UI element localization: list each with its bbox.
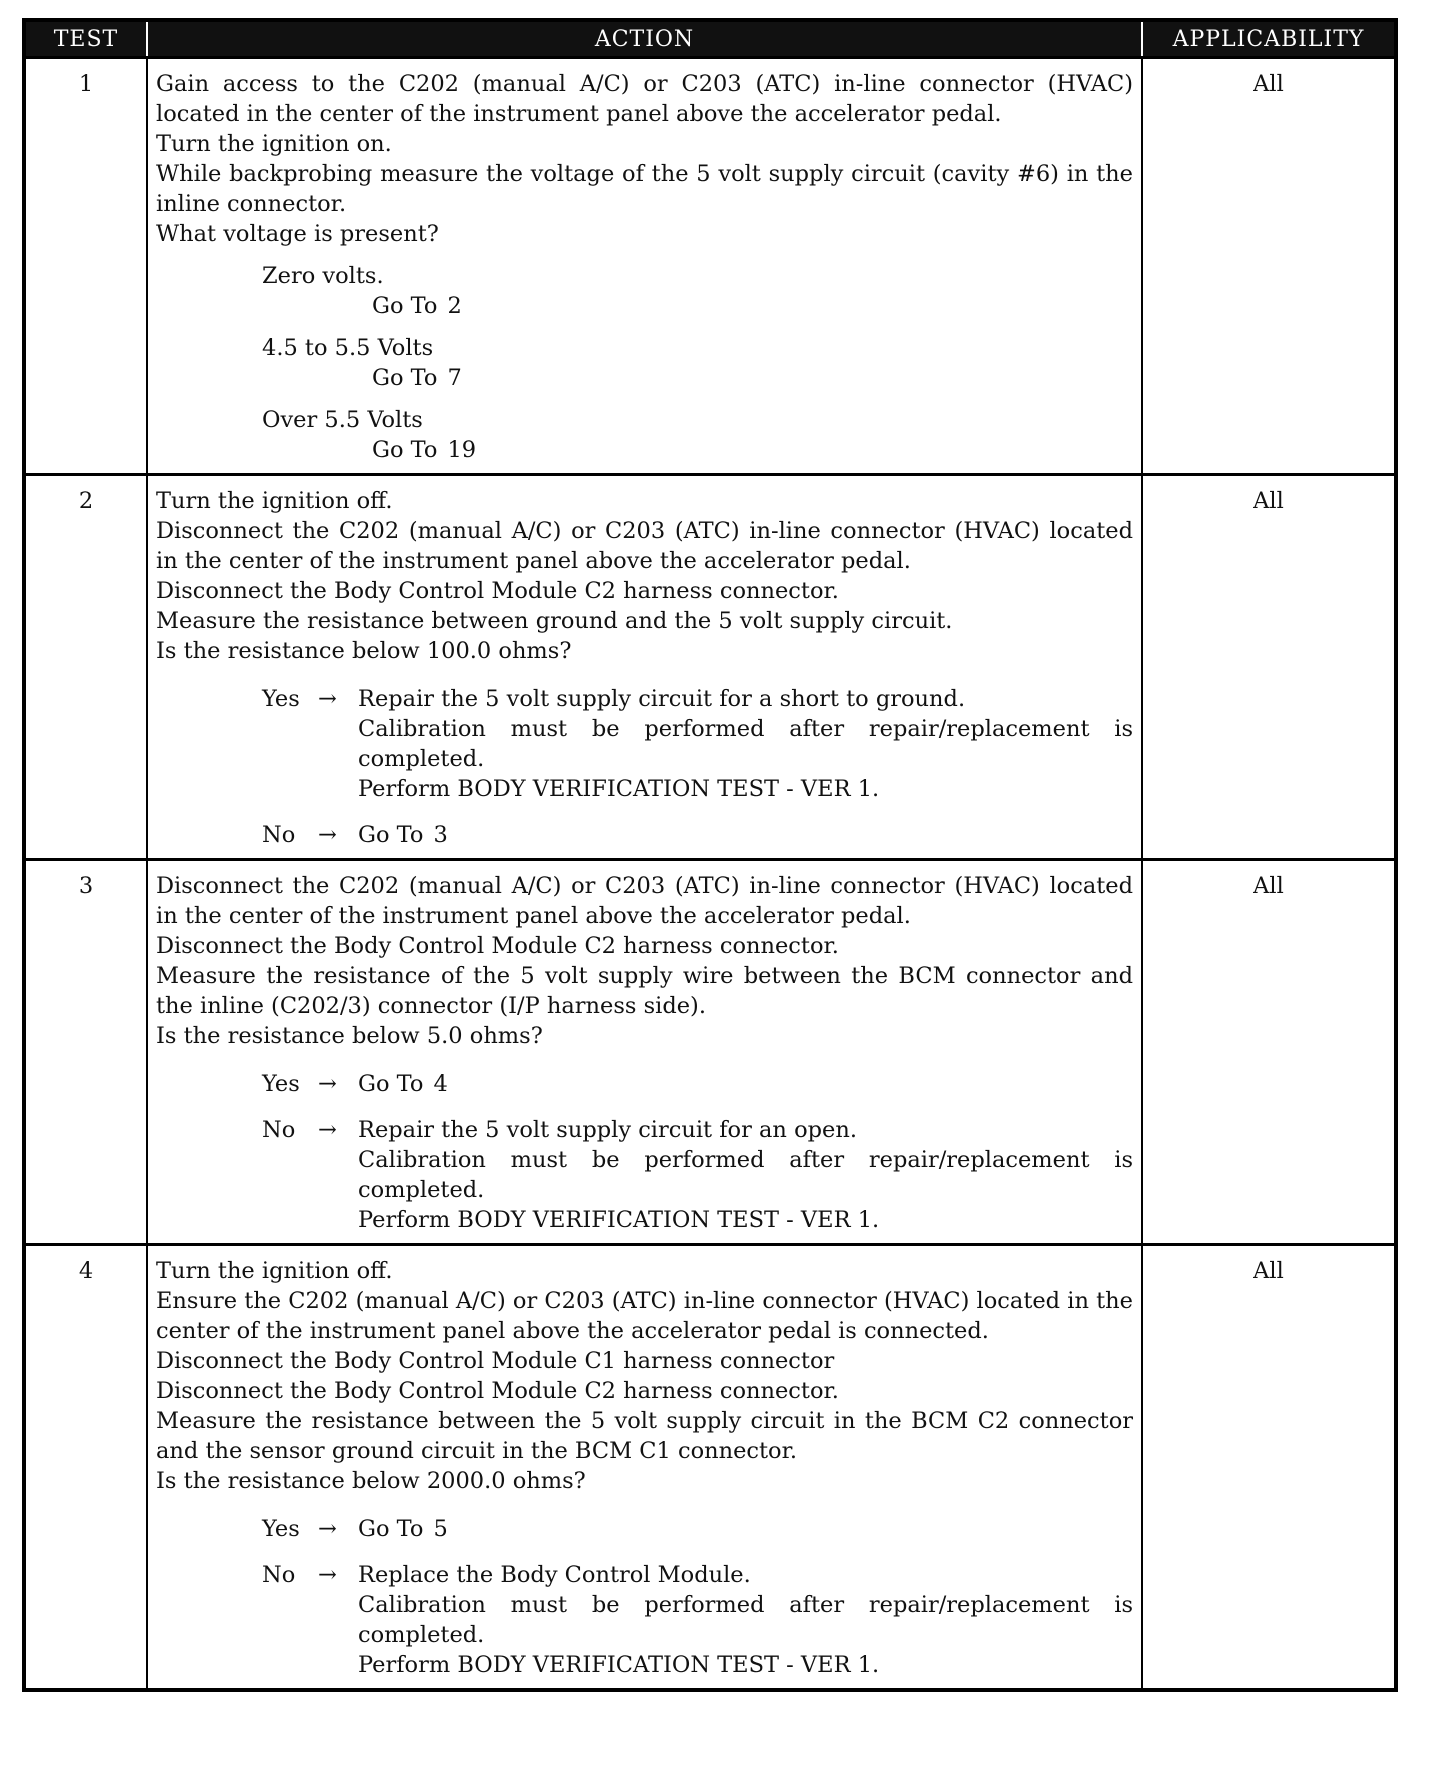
test-number: 4: [24, 1245, 147, 1691]
branch-yes: [262, 1514, 1133, 1544]
branch-label: Yes: [262, 1516, 300, 1542]
action-line: Is the resistance below 100.0 ohms?: [156, 638, 572, 664]
goto-test-number: 3: [433, 822, 448, 848]
branch-yes: [262, 1069, 1133, 1099]
branch-no: [262, 1115, 1133, 1235]
branch-line: Calibration must be performed after repair/replacement is completed.: [358, 1592, 1133, 1648]
arrow-icon: →: [318, 1562, 337, 1588]
arrow-icon: →: [318, 1071, 337, 1097]
branch-body: [358, 684, 1133, 804]
goto-reference: [358, 820, 1133, 850]
branch-line: Calibration must be performed after repair/replacement is completed.: [358, 1147, 1133, 1203]
branch-body: [358, 1560, 1133, 1680]
result-option: [262, 405, 1133, 465]
action-line: Measure the resistance between ground and the 5 volt supply circuit.: [156, 608, 953, 634]
action-cell: [147, 1245, 1142, 1691]
action-line: Measure the resistance between the 5 volt supply circuit in the BCM C2 connector and the sensor ground circuit in the BCM C1 connector.: [156, 1408, 1133, 1464]
applicability-value: All: [1142, 1245, 1396, 1691]
table-header-row: [24, 20, 1396, 58]
branch-line: Calibration must be performed after repair/replacement is completed.: [358, 716, 1133, 772]
goto-text: Go To: [372, 365, 438, 391]
header-test: TEST: [24, 20, 147, 58]
branch-label: No: [262, 1117, 296, 1143]
goto-text: Go To: [372, 437, 438, 463]
action-line: Disconnect the Body Control Module C2 harness connector.: [156, 578, 839, 604]
branch-body: [358, 1115, 1133, 1235]
branch-line: Perform BODY VERIFICATION TEST - VER 1.: [358, 1652, 880, 1678]
goto-test-number: 7: [447, 365, 462, 391]
table-row: [24, 58, 1396, 475]
goto-reference: [372, 291, 1133, 321]
result-option: [262, 261, 1133, 321]
action-line: Gain access to the C202 (manual A/C) or C203 (ATC) in-line connector (HVAC) located in the center of the instrument panel above the accelerator pedal.: [156, 71, 1133, 127]
test-number: 3: [24, 860, 147, 1245]
action-line: Disconnect the Body Control Module C2 harness connector.: [156, 933, 839, 959]
action-line: Disconnect the C202 (manual A/C) or C203 (ATC) in-line connector (HVAC) located in the center of the instrument panel above the accelerator pedal.: [156, 518, 1133, 574]
arrow-icon: →: [318, 1117, 337, 1143]
goto-test-number: 2: [447, 293, 462, 319]
option-label: Zero volts.: [262, 263, 384, 289]
header-applicability: APPLICABILITY: [1142, 20, 1396, 58]
branch-line: Repair the 5 volt supply circuit for a short to ground.: [358, 686, 966, 712]
result-option: [262, 333, 1133, 393]
action-line: Is the resistance below 2000.0 ohms?: [156, 1468, 586, 1494]
action-cell: [147, 860, 1142, 1245]
action-line: Turn the ignition on.: [156, 131, 392, 157]
goto-reference: [372, 435, 1133, 465]
applicability-value: All: [1142, 860, 1396, 1245]
goto-text: Go To: [358, 1071, 424, 1097]
goto-test-number: 5: [433, 1516, 448, 1542]
diagnostic-test-table: [22, 18, 1398, 1692]
action-cell: [147, 475, 1142, 860]
goto-text: Go To: [358, 822, 424, 848]
goto-reference: [358, 1069, 1133, 1099]
applicability-value: All: [1142, 475, 1396, 860]
branch-no: [262, 820, 1133, 850]
action-cell: [147, 58, 1142, 475]
branch-yes: [262, 684, 1133, 804]
action-line: Measure the resistance of the 5 volt supply wire between the BCM connector and the inline (C202/3) connector (I/P harness side).: [156, 963, 1133, 1019]
option-label: 4.5 to 5.5 Volts: [262, 335, 434, 361]
branch-label: No: [262, 822, 296, 848]
action-line: Disconnect the Body Control Module C2 harness connector.: [156, 1378, 839, 1404]
branch-line: Replace the Body Control Module.: [358, 1562, 751, 1588]
applicability-value: All: [1142, 58, 1396, 475]
arrow-icon: →: [318, 1516, 337, 1542]
branch-no: [262, 1560, 1133, 1680]
branch-label: Yes: [262, 1071, 300, 1097]
action-line: Turn the ignition off.: [156, 1258, 393, 1284]
test-number: 2: [24, 475, 147, 860]
branch-label: No: [262, 1562, 296, 1588]
action-line: While backprobing measure the voltage of the 5 volt supply circuit (cavity #6) in the inline connector.: [156, 161, 1133, 217]
branch-line: Perform BODY VERIFICATION TEST - VER 1.: [358, 776, 880, 802]
action-line: Disconnect the C202 (manual A/C) or C203 (ATC) in-line connector (HVAC) located in the center of the instrument panel above the accelerator pedal.: [156, 873, 1133, 929]
option-label: Over 5.5 Volts: [262, 407, 423, 433]
diagnostic-procedure-sheet: [22, 18, 1394, 1692]
action-line: Turn the ignition off.: [156, 488, 393, 514]
goto-test-number: 4: [433, 1071, 448, 1097]
goto-reference: [358, 1514, 1133, 1544]
table-row: [24, 1245, 1396, 1691]
test-number: 1: [24, 58, 147, 475]
goto-reference: [372, 363, 1133, 393]
action-line: What voltage is present?: [156, 221, 439, 247]
goto-text: Go To: [372, 293, 438, 319]
branch-label: Yes: [262, 686, 300, 712]
header-action: ACTION: [147, 20, 1142, 58]
goto-text: Go To: [358, 1516, 424, 1542]
branch-line: Perform BODY VERIFICATION TEST - VER 1.: [358, 1207, 880, 1233]
action-line: Is the resistance below 5.0 ohms?: [156, 1023, 543, 1049]
table-row: [24, 475, 1396, 860]
action-line: Ensure the C202 (manual A/C) or C203 (ATC) in-line connector (HVAC) located in the center of the instrument panel above the accelerator pedal is connected.: [156, 1288, 1133, 1344]
branch-line: Repair the 5 volt supply circuit for an open.: [358, 1117, 857, 1143]
goto-test-number: 19: [447, 437, 477, 463]
arrow-icon: →: [318, 686, 337, 712]
table-row: [24, 860, 1396, 1245]
action-line: Disconnect the Body Control Module C1 harness connector: [156, 1348, 835, 1374]
arrow-icon: →: [318, 822, 337, 848]
